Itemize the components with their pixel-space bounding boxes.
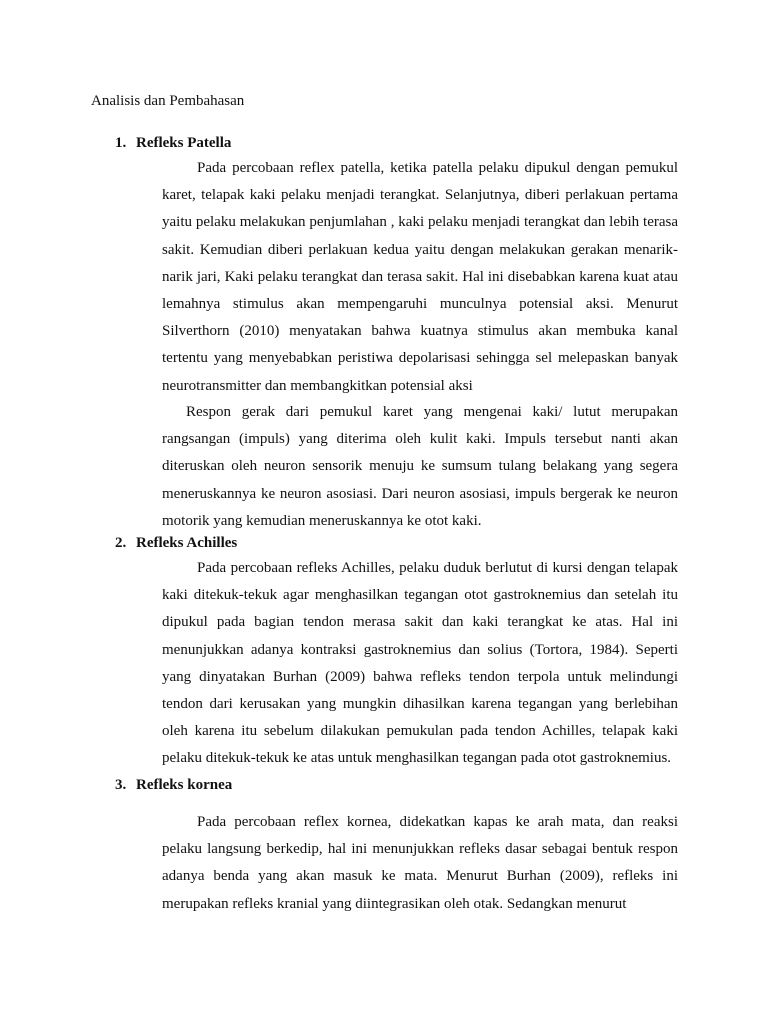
- section-number: 1.: [115, 135, 127, 151]
- section-title-text: Refleks Patella: [136, 135, 232, 151]
- paragraph-patella-2: Respon gerak dari pemukul karet yang mengenai kaki/ lutut merupakan rangsangan (impuls) yang diterima oleh kulit kaki. Impuls tersebut nanti akan diteruskan oleh neuron sensorik menuju ke sumsum tulang belakang yang segera meneruskannya ke neuron asosiasi. Dari neuron asosiasi, impuls bergerak ke neuron motorik yang kemudian meneruskannya ke otot kaki.: [162, 404, 678, 529]
- paragraph-kornea-1: Pada percobaan reflex kornea, didekatkan kapas ke arah mata, dan reaksi pelaku langsung berkedip, hal ini menunjukkan refleks dasar sebagai bentuk respon adanya benda yang akan masuk ke mata. Menurut Burhan (2009), refleks ini merupakan refleks kranial yang diintegrasikan oleh otak. Sedangkan menurut: [162, 814, 678, 912]
- section-number: 3.: [115, 777, 127, 793]
- section-title-refleks-achilles: [115, 533, 237, 553]
- paragraph-patella-1: Pada percobaan reflex patella, ketika patella pelaku dipukul dengan pemukul karet, telapak kaki pelaku menjadi terangkat. Selanjutnya, diberi perlakuan pertama yaitu pelaku melakukan penjumlahan , kaki pelaku menjadi terangkat dan lebih terasa sakit. Kemudian diberi perlakuan kedua yaitu dengan melakukan gerakan menarik-narik jari, Kaki pelaku terangkat dan terasa sakit. Hal ini disebabkan karena kuat atau lemahnya stimulus akan mempengaruhi munculnya potensial aksi. Menurut Silverthorn (2010) menyatakan bahwa kuatnya stimulus akan membuka kanal tertentu yang menyebabkan peristiwa depolarisasi sehingga sel melepaskan banyak neurotransmitter dan membangkitkan potensial aksi: [162, 160, 678, 394]
- section-title-text: Refleks kornea: [136, 777, 233, 793]
- document-heading: Analisis dan Pembahasan: [91, 93, 245, 109]
- section-title-refleks-patella: [115, 133, 231, 153]
- paragraph-achilles-1: Pada percobaan refleks Achilles, pelaku duduk berlutut di kursi dengan telapak kaki ditekuk-tekuk agar menghasilkan tegangan otot gastroknemius dan setelah itu dipukul pada bagian tendon merasa sakit dan kaki terangkat ke atas. Hal ini menunjukkan adanya kontraksi gastroknemius dan solius (Tortora, 1984). Seperti yang dinyatakan Burhan (2009) bahwa refleks tendon terpola untuk melindungi tendon dari kerusakan yang mungkin dihasilkan karena tegangan yang berlebihan oleh karena itu sebelum dilakukan pemukulan pada tendon Achilles, telapak kaki pelaku ditekuk-tekuk ke atas untuk menghasilkan tegangan pada otot gastroknemius.: [162, 560, 678, 767]
- section-title-text: Refleks Achilles: [136, 535, 238, 551]
- section-title-refleks-kornea: [115, 775, 232, 795]
- section-number: 2.: [115, 535, 127, 551]
